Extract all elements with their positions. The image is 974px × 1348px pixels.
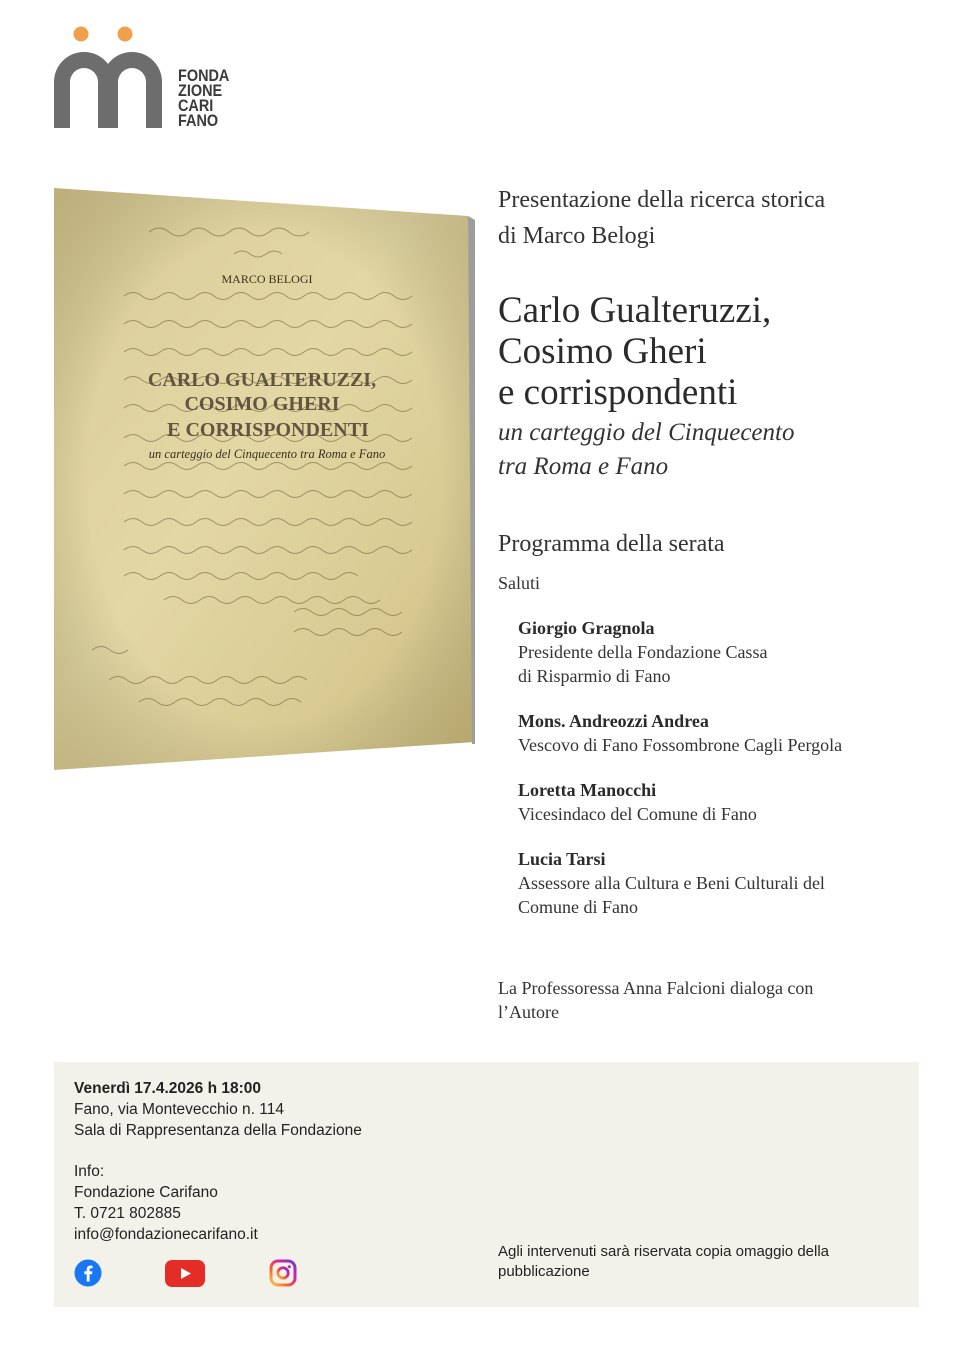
logo-wordmark: FONDA ZIONE CARI FANO bbox=[178, 66, 230, 130]
speaker-name: Mons. Andreozzi Andrea bbox=[518, 711, 709, 731]
speaker-role: Vicesindaco del Comune di Fano bbox=[518, 804, 757, 824]
youtube-icon[interactable] bbox=[165, 1260, 205, 1287]
complimentary-copy-note: Agli intervenuti sarà riservata copia omaggio della pubblicazione bbox=[498, 1243, 830, 1280]
event-date: Venerdì 17.4.2026 h 18:00 bbox=[74, 1080, 261, 1097]
event-address: Fano, via Montevecchio n. 114 bbox=[74, 1101, 284, 1118]
speaker-name: Lucia Tarsi bbox=[518, 849, 606, 869]
speaker-item bbox=[518, 616, 938, 688]
event-subtitle: un carteggio del Cinquecento tra Roma e Fano bbox=[498, 419, 795, 480]
info-email-link[interactable]: info@fondazionecarifano.it bbox=[74, 1226, 258, 1243]
fondazione-carifano-logo bbox=[52, 26, 230, 130]
event-room: Sala di Rappresentanza della Fondazione bbox=[74, 1122, 362, 1139]
speaker-item bbox=[518, 709, 938, 757]
info-label: Info: bbox=[74, 1163, 105, 1180]
book-title-line-2: COSIMO GHERI bbox=[184, 393, 340, 415]
event-details bbox=[74, 1078, 362, 1245]
speaker-role: Vescovo di Fano Fossombrone Cagli Pergola bbox=[518, 735, 843, 755]
info-phone: T. 0721 802885 bbox=[74, 1205, 181, 1222]
book-title-line-3: E CORRISPONDENTI bbox=[167, 419, 369, 441]
speaker-role: Comune di Fano bbox=[518, 897, 638, 917]
speaker-name: Loretta Manocchi bbox=[518, 780, 657, 800]
dialogue-text: La Professoressa Anna Falcioni dialoga con l’Autore bbox=[498, 978, 814, 1022]
speaker-item bbox=[518, 778, 938, 826]
instagram-icon[interactable] bbox=[269, 1259, 297, 1287]
info-org: Fondazione Carifano bbox=[74, 1184, 218, 1201]
speaker-role: Presidente della Fondazione Cassa bbox=[518, 642, 768, 662]
book-subtitle: un carteggio del Cinquecento tra Roma e Fano bbox=[148, 447, 386, 461]
book-cover-image bbox=[54, 188, 475, 770]
event-title: Carlo Gualteruzzi, Cosimo Gheri e corrispondenti bbox=[498, 290, 772, 413]
saluti-label: Saluti bbox=[498, 573, 541, 593]
presentation-intro: Presentazione della ricerca storica di Marco Belogi bbox=[498, 187, 826, 249]
speaker-name: Giorgio Gragnola bbox=[518, 618, 655, 638]
speaker-item bbox=[518, 847, 938, 919]
facebook-icon[interactable] bbox=[74, 1259, 102, 1287]
speaker-role: di Risparmio di Fano bbox=[518, 666, 671, 686]
book-author: MARCO BELOGI bbox=[221, 272, 313, 286]
speaker-list bbox=[518, 616, 938, 940]
programma-heading: Programma della serata bbox=[498, 531, 725, 557]
speaker-role: Assessore alla Cultura e Beni Culturali del bbox=[518, 873, 825, 893]
logo-mark-icon bbox=[52, 26, 182, 130]
event-info-box bbox=[54, 1062, 919, 1307]
book-title-line-1: CARLO GUALTERUZZI, bbox=[147, 369, 377, 391]
